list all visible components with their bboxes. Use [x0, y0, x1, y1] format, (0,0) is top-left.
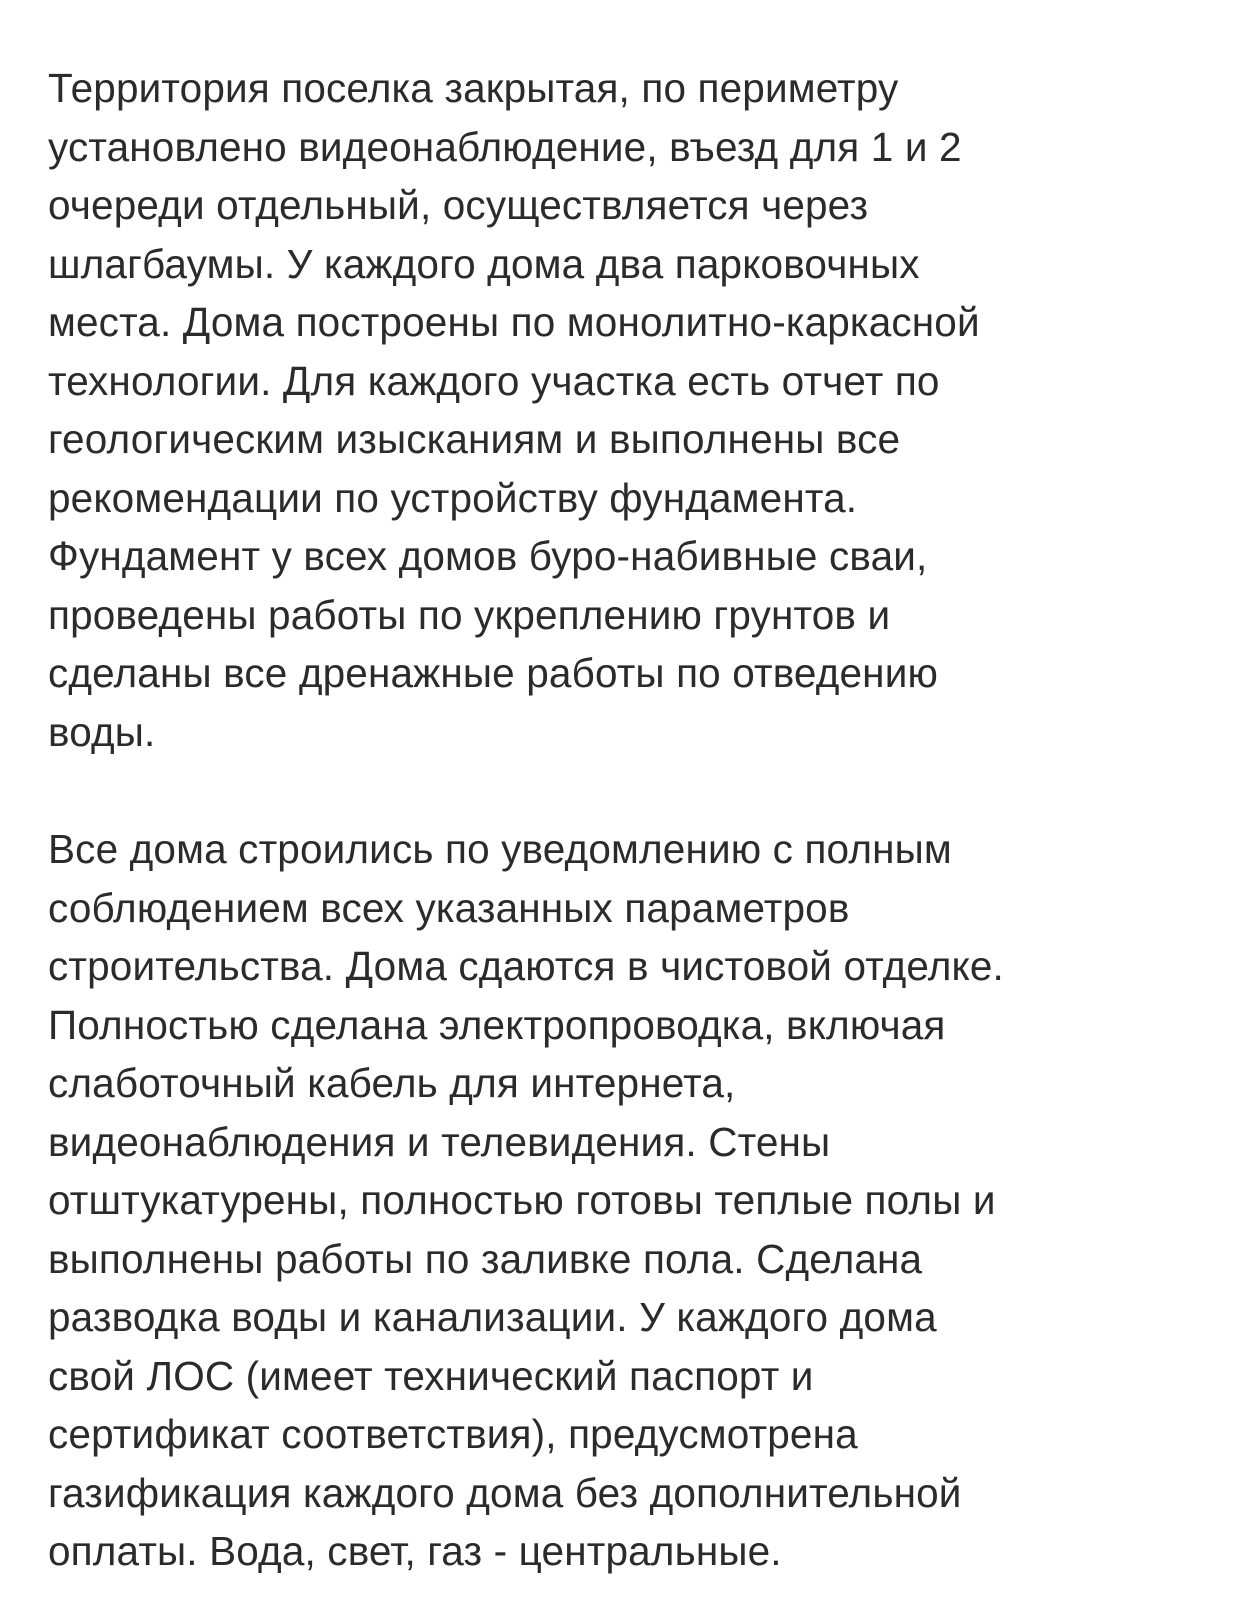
text-line: видеонаблюдения и телевидения. Стены [48, 1118, 831, 1165]
text-line: выполнены работы по заливке пола. Сделана [48, 1235, 923, 1282]
text-line: технологии. Для каждого участка есть отчет по [48, 357, 940, 404]
text-line: Все дома строились по уведомлению с полным [48, 826, 952, 872]
text-line: проведены работы по укреплению грунтов и [48, 591, 891, 638]
text-line: отштукатурены, полностью готовы теплые полы и [48, 1177, 996, 1223]
text-line: разводка воды и канализации. У каждого дома [48, 1294, 937, 1340]
text-line: рекомендации по устройству фундамента. [48, 474, 858, 521]
text-line: Территория поселка закрытая, по периметру [48, 65, 899, 111]
text-line: строительства. Дома сдаются в чистовой отделке. [48, 943, 1004, 989]
text-line: Фундамент у всех домов буро-набивные сваи, [48, 533, 928, 579]
paragraph-2 [48, 820, 1218, 1581]
text-line: свой ЛОС (имеет технический паспорт и [48, 1352, 814, 1399]
text-line: сертификат соответствия), предусмотрена [48, 1411, 858, 1457]
paragraph-1 [48, 59, 1218, 761]
text-line: воды. [48, 708, 156, 755]
text-line: геологическим изысканиям и выполнены все [48, 416, 901, 462]
text-line: места. Дома построены по монолитно-каркасной [48, 299, 980, 345]
text-line: оплаты. Вода, свет, газ - центральные. [48, 1528, 782, 1574]
text-line: шлагбаумы. У каждого дома два парковочных [48, 240, 920, 287]
text-line: очереди отдельный, осуществляется через [48, 182, 869, 228]
text-line: соблюдением всех указанных параметров [48, 884, 850, 931]
text-line: газификация каждого дома без дополнительной [48, 1469, 962, 1516]
text-line: установлено видеонаблюдение, въезд для 1 и 2 [48, 123, 962, 170]
text-line: сделаны все дренажные работы по отведению [48, 650, 938, 696]
text-line: Полностью сделана электропроводка, включая [48, 1001, 946, 1048]
text-line: слаботочный кабель для интернета, [48, 1060, 736, 1106]
